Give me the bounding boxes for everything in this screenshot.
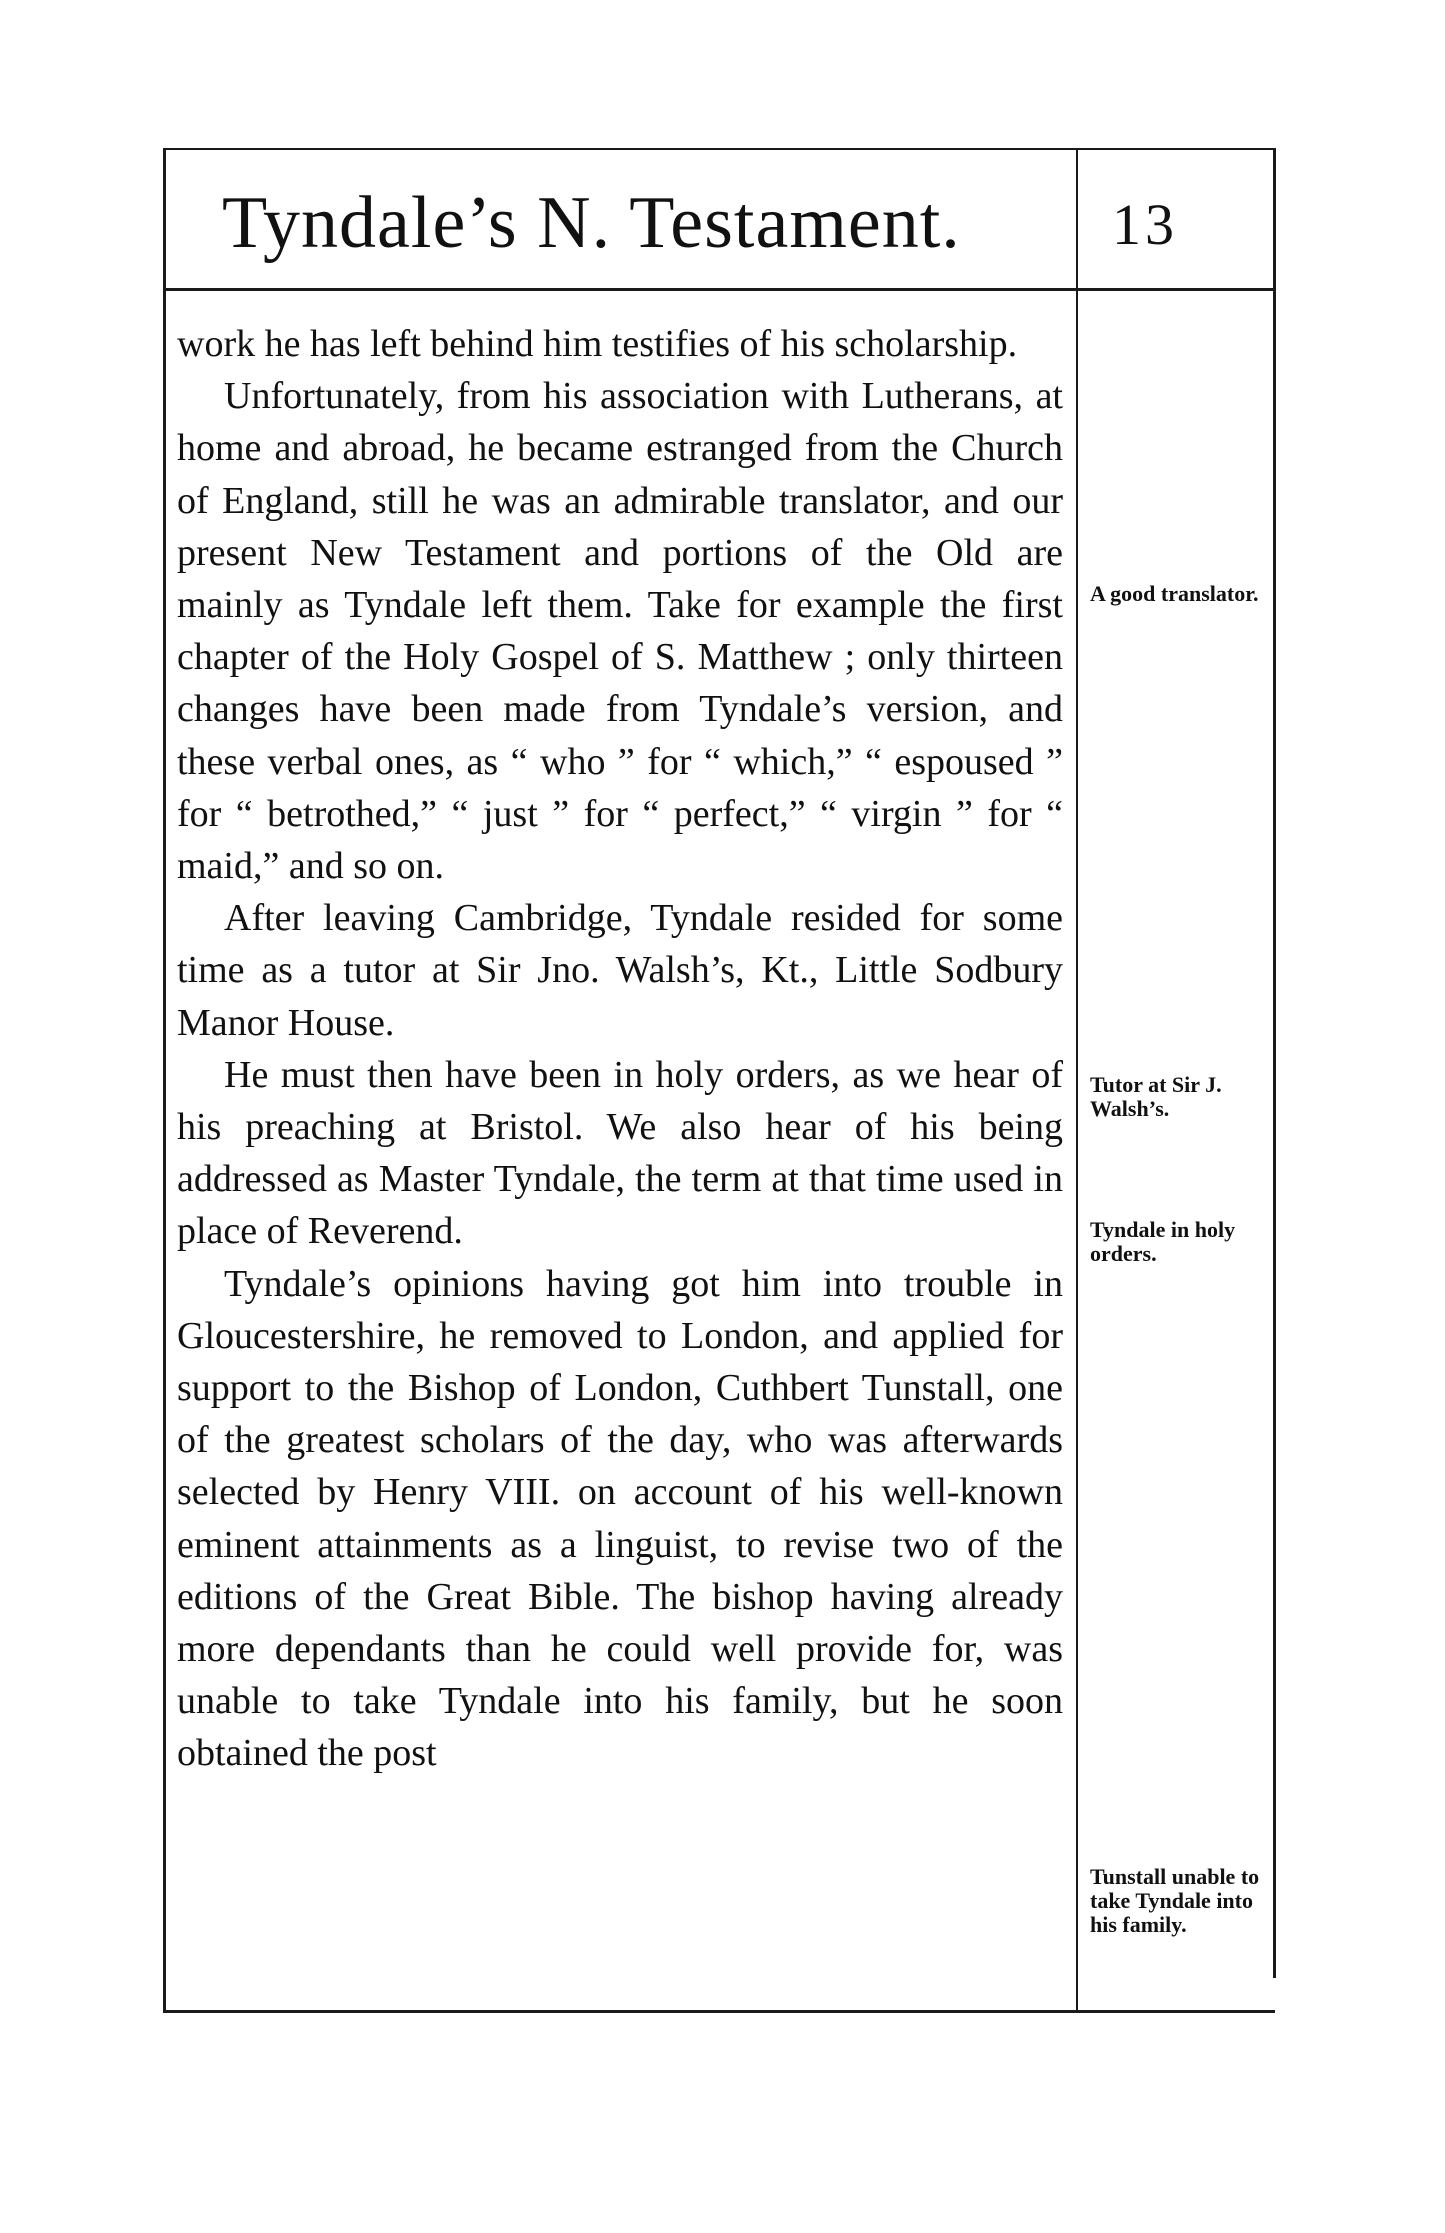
running-title: Tyndale’s N. Testament.: [222, 182, 961, 264]
margin-note-holy-orders: Tyndale in holy orders.: [1090, 1217, 1236, 1266]
paragraph-5: Tyndale’s opinions having got him into trouble in Gloucestershire, he removed to London, and applied for support to the Bishop of London, Cuthbert Tunstall, one of the greatest scholars of the day, who was afterwards selected by Henry VIII. on account of his well-known eminent attainments as a linguist, to revise two of the editions of the Great Bible. The bishop having already more dependants than he could well provide for, was unable to take Tyndale into his family, but he soon obtained the post: [177, 1262, 1063, 1775]
paragraph-1: work he has left behind him testifies of his scholarship.: [177, 323, 1018, 365]
margin-note-tutor: Tutor at Sir J. Walsh’s.: [1090, 1072, 1222, 1121]
margin-note-tunstall: Tunstall unable to take Tyndale into his family.: [1090, 1864, 1260, 1937]
margin-note-good-translator: A good translator.: [1090, 581, 1259, 606]
paragraph-3: After leaving Cambridge, Tyndale resided for some time as a tutor at Sir Jno. Walsh’s, Kt., Little Sodbury Manor House.: [177, 897, 1063, 1044]
paragraph-4: He must then have been in holy orders, as we hear of his preaching at Bristol. We also hear of his being addressed as Master Tyndale, the term at that time used in place of Reverend.: [177, 1053, 1063, 1253]
page-number: 13: [1112, 192, 1178, 257]
margin-column-divider: [1076, 148, 1078, 2013]
body-text: [177, 318, 1063, 1780]
header-rule: [163, 288, 1275, 291]
frame-right-rule: [1273, 148, 1276, 1978]
paragraph-2: Unfortunately, from his association with Lutherans, at home and abroad, he became estranged from the Church of England, still he was an admirable translator, and our present New Testament and portions of the Old are mainly as Tyndale left them. Take for example the first chapter of the Holy Gospel of S. Matthew ; only thirteen changes have been made from Tyndale’s version, and these verbal ones, as “ who ” for “ which,” “ espoused ” for “ betrothed,” “ just ” for “ perfect,” “ virgin ” for “ maid,” and so on.: [177, 375, 1063, 888]
